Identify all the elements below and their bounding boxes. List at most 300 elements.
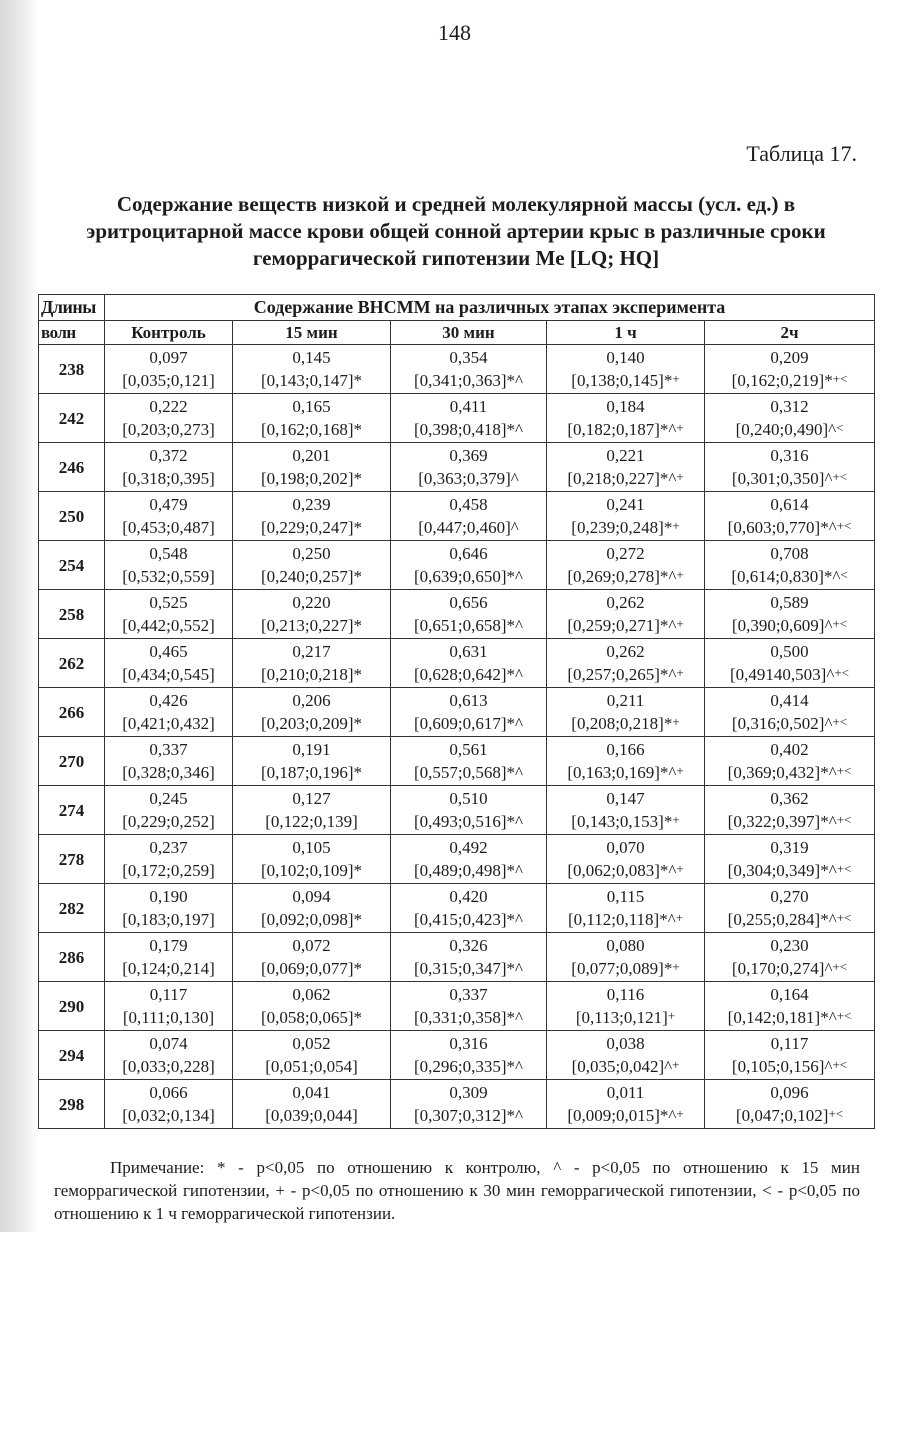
range-text: [0,341;0,363]*^ — [413, 371, 524, 390]
median-value: 0,708 — [770, 544, 809, 563]
median-value: 0,221 — [606, 446, 645, 465]
quartile-range — [547, 565, 704, 588]
data-cell — [105, 443, 233, 492]
range-text: [0,163;0,169]*^ — [567, 763, 677, 782]
median-value: 0,140 — [606, 348, 645, 367]
page-number: 148 — [438, 20, 471, 45]
data-cell — [233, 884, 391, 933]
data-cell — [547, 590, 705, 639]
quartile-range — [233, 712, 390, 735]
data-cell — [233, 590, 391, 639]
range-text: [0,009;0,015]*^ — [567, 1106, 677, 1125]
median-value: 0,369 — [449, 446, 488, 465]
data-cell — [705, 590, 875, 639]
median-value: 0,184 — [606, 397, 645, 416]
data-cell — [233, 541, 391, 590]
range-text: [0,229;0,252] — [122, 812, 215, 831]
quartile-range — [105, 565, 232, 588]
data-cell — [547, 639, 705, 688]
quartile-range — [547, 859, 704, 882]
range-text: [0,257;0,265]*^ — [567, 665, 677, 684]
wavelength-cell: 286 — [39, 933, 105, 982]
significance-mark: +< — [832, 371, 848, 386]
range-text: [0,208;0,218]* — [571, 714, 673, 733]
quartile-range — [391, 712, 546, 735]
data-cell — [105, 1031, 233, 1080]
quartile-range — [547, 663, 704, 686]
quartile-range — [391, 565, 546, 588]
quartile-range — [391, 663, 546, 686]
range-text: [0,069;0,077]* — [260, 959, 363, 978]
range-text: [0,182;0,187]*^ — [567, 420, 677, 439]
quartile-range — [233, 369, 390, 392]
quartile-range — [105, 1104, 232, 1127]
range-text: [0,183;0,197] — [122, 910, 215, 929]
median-value: 0,241 — [606, 495, 645, 514]
quartile-range — [705, 516, 874, 539]
median-value: 0,262 — [606, 642, 645, 661]
range-text: [0,316;0,502]^ — [731, 714, 833, 733]
range-text: [0,415;0,423]*^ — [413, 910, 524, 929]
data-cell — [547, 884, 705, 933]
quartile-range — [391, 1006, 546, 1029]
range-text: [0,124;0,214] — [122, 959, 215, 978]
wavelength-cell: 274 — [39, 786, 105, 835]
range-text: [0,369;0,432]*^ — [727, 763, 837, 782]
median-value: 0,066 — [149, 1083, 188, 1102]
range-text: [0,639;0,650]*^ — [413, 567, 524, 586]
median-value: 0,250 — [292, 544, 331, 563]
median-value: 0,105 — [292, 838, 331, 857]
data-cell — [233, 345, 391, 394]
data-cell — [233, 492, 391, 541]
data-cell — [105, 786, 233, 835]
significance-mark: + — [676, 420, 684, 435]
range-text: [0,047;0,102] — [735, 1106, 829, 1125]
quartile-range — [391, 810, 546, 833]
quartile-range — [391, 957, 546, 980]
significance-mark: +< — [832, 1057, 848, 1072]
range-text: [0,172;0,259] — [122, 861, 215, 880]
significance-mark: + — [667, 1008, 676, 1023]
range-text: [0,239;0,248]* — [571, 518, 673, 537]
range-text: [0,489;0,498]*^ — [413, 861, 524, 880]
quartile-range — [705, 467, 874, 490]
quartile-range — [547, 418, 704, 441]
median-value: 0,165 — [292, 397, 331, 416]
quartile-range — [105, 467, 232, 490]
data-cell — [391, 492, 547, 541]
data-cell — [391, 394, 547, 443]
range-text: [0,218;0,227]*^ — [567, 469, 677, 488]
range-text: [0,143;0,147]* — [260, 371, 363, 390]
data-cell — [391, 443, 547, 492]
range-text: [0,331;0,358]*^ — [413, 1008, 524, 1027]
median-value: 0,372 — [149, 446, 188, 465]
quartile-range — [391, 614, 546, 637]
data-cell — [391, 884, 547, 933]
median-value: 0,561 — [449, 740, 488, 759]
median-value: 0,220 — [292, 593, 331, 612]
wavelength-cell: 258 — [39, 590, 105, 639]
data-cell — [705, 394, 875, 443]
median-value: 0,127 — [292, 789, 331, 808]
range-text: [0,442;0,552] — [122, 616, 215, 635]
range-text: [0,170;0,274]^ — [731, 959, 833, 978]
quartile-range — [705, 957, 874, 980]
range-text: [0,203;0,209]* — [260, 714, 363, 733]
median-value: 0,337 — [149, 740, 188, 759]
range-text: [0,032;0,134] — [122, 1106, 215, 1125]
data-cell — [705, 786, 875, 835]
quartile-range — [233, 1006, 390, 1029]
median-value: 0,179 — [149, 936, 188, 955]
range-text: [0,532;0,559] — [122, 567, 215, 586]
median-value: 0,164 — [770, 985, 809, 1004]
range-text: [0,255;0,284]*^ — [727, 910, 837, 929]
table-row — [39, 982, 875, 1031]
data-cell — [547, 737, 705, 786]
table-row — [39, 737, 875, 786]
quartile-range — [547, 957, 704, 980]
data-cell — [233, 1031, 391, 1080]
data-cell — [233, 982, 391, 1031]
median-value: 0,041 — [292, 1083, 331, 1102]
table-row — [39, 933, 875, 982]
quartile-range — [233, 1055, 390, 1078]
range-text: [0,122;0,139] — [265, 812, 358, 831]
significance-mark: +< — [832, 959, 848, 974]
range-text: [0,213;0,227]* — [260, 616, 363, 635]
column-header: Контроль — [105, 321, 233, 345]
range-text: [0,162;0,219]* — [731, 371, 833, 390]
quartile-range — [705, 1006, 874, 1029]
quartile-range — [105, 957, 232, 980]
data-cell — [547, 982, 705, 1031]
quartile-range — [233, 1104, 390, 1127]
table-label: Таблица 17. — [746, 141, 857, 166]
data-cell — [233, 1080, 391, 1129]
wavelength-cell: 290 — [39, 982, 105, 1031]
quartile-range — [105, 1055, 232, 1078]
data-cell — [547, 933, 705, 982]
table-row — [39, 884, 875, 933]
median-value: 0,326 — [449, 936, 488, 955]
range-text: [0,102;0,109]* — [260, 861, 363, 880]
median-value: 0,613 — [449, 691, 488, 710]
data-cell — [547, 492, 705, 541]
significance-mark: + — [672, 371, 680, 386]
quartile-range — [105, 859, 232, 882]
median-value: 0,270 — [770, 887, 809, 906]
data-cell — [705, 688, 875, 737]
wavelength-cell: 270 — [39, 737, 105, 786]
range-text: [0,051;0,054] — [265, 1057, 358, 1076]
data-cell — [105, 345, 233, 394]
data-cell — [391, 345, 547, 394]
range-text: [0,035;0,042]^ — [571, 1057, 673, 1076]
quartile-range — [705, 418, 874, 441]
range-text: [0,187;0,196]* — [260, 763, 363, 782]
table-caption: Содержание веществ низкой и средней молекулярной массы (усл. ед.) в эритроцитарной массе крови общей сонной артерии крыс в различные сроки геморрагической гипотензии Me [LQ; HQ] — [86, 192, 826, 270]
median-value: 0,147 — [606, 789, 645, 808]
data-cell — [705, 1080, 875, 1129]
quartile-range — [705, 908, 874, 931]
data-cell — [391, 541, 547, 590]
quartile-range — [391, 908, 546, 931]
data-cell — [233, 786, 391, 835]
quartile-range — [105, 1006, 232, 1029]
range-text: [0,111;0,130] — [122, 1008, 215, 1027]
median-value: 0,458 — [449, 495, 488, 514]
data-cell — [233, 639, 391, 688]
quartile-range — [233, 908, 390, 931]
median-value: 0,072 — [292, 936, 331, 955]
quartile-range — [705, 369, 874, 392]
significance-mark: + — [676, 1106, 684, 1121]
significance-mark: + — [676, 763, 684, 778]
column-header: 2ч — [705, 321, 875, 345]
median-value: 0,646 — [449, 544, 488, 563]
median-value: 0,230 — [770, 936, 809, 955]
quartile-range — [105, 712, 232, 735]
data-cell — [547, 443, 705, 492]
quartile-range — [547, 1104, 704, 1127]
quartile-range — [391, 859, 546, 882]
range-text: [0,039;0,044] — [265, 1106, 358, 1125]
data-cell — [105, 982, 233, 1031]
data-cell — [105, 688, 233, 737]
median-value: 0,589 — [770, 593, 809, 612]
range-text: [0,453;0,487] — [122, 518, 215, 537]
data-cell — [391, 639, 547, 688]
range-text: [0,203;0,273] — [122, 420, 215, 439]
range-text: [0,447;0,460]^ — [418, 518, 519, 537]
significance-mark: +< — [834, 665, 849, 680]
significance-mark: + — [672, 959, 680, 974]
quartile-range — [105, 663, 232, 686]
data-cell — [391, 982, 547, 1031]
range-text: [0,614;0,830]*^ — [731, 567, 841, 586]
median-value: 0,411 — [449, 397, 488, 416]
median-value: 0,206 — [292, 691, 331, 710]
range-text: [0,033;0,228] — [122, 1057, 215, 1076]
note-text: Примечание: * - p<0,05 по отношению к контролю, ^ - p<0,05 по отношению к 15 мин геморрагической гипотензии, + - p<0,05 по отношению к 30 мин геморрагической гипотензии, < - p<0,05 по отношению к 1 ч геморрагической гипотензии. — [54, 1158, 860, 1223]
range-text: [0,307;0,312]*^ — [413, 1106, 524, 1125]
quartile-range — [547, 1006, 704, 1029]
median-value: 0,548 — [149, 544, 188, 563]
wavelength-cell: 266 — [39, 688, 105, 737]
range-text: [0,421;0,432] — [122, 714, 215, 733]
quartile-range — [547, 467, 704, 490]
range-text: [0,328;0,346] — [122, 763, 215, 782]
quartile-range — [547, 908, 704, 931]
data-cell — [233, 933, 391, 982]
median-value: 0,115 — [606, 887, 645, 906]
median-value: 0,316 — [770, 446, 809, 465]
significance-mark: +< — [836, 812, 852, 827]
data-cell — [233, 737, 391, 786]
scan-edge-shadow — [0, 0, 38, 1232]
range-text: [0,49140,503]^ — [730, 665, 835, 684]
quartile-range — [233, 418, 390, 441]
data-table — [38, 294, 875, 1129]
significance-mark: +< — [828, 1106, 844, 1121]
data-cell — [705, 443, 875, 492]
range-text: [0,210;0,218]* — [260, 665, 363, 684]
median-value: 0,062 — [292, 985, 331, 1004]
table-row — [39, 590, 875, 639]
table-row — [39, 1031, 875, 1080]
quartile-range — [547, 712, 704, 735]
table-row — [39, 786, 875, 835]
median-value: 0,245 — [149, 789, 188, 808]
quartile-range — [233, 810, 390, 833]
data-cell — [391, 786, 547, 835]
group-header: Содержание ВНСММ на различных этапах эксперимента — [105, 295, 875, 321]
range-text: [0,092;0,098]* — [260, 910, 363, 929]
quartile-range — [391, 516, 546, 539]
data-cell — [547, 541, 705, 590]
table-row — [39, 492, 875, 541]
data-cell — [547, 1031, 705, 1080]
median-value: 0,426 — [149, 691, 188, 710]
median-value: 0,190 — [149, 887, 188, 906]
range-text: [0,493;0,516]*^ — [413, 812, 524, 831]
quartile-range — [233, 957, 390, 980]
range-text: [0,304;0,349]*^ — [727, 861, 837, 880]
data-cell — [391, 737, 547, 786]
quartile-range — [391, 761, 546, 784]
significance-mark: +< — [836, 861, 852, 876]
data-cell — [705, 933, 875, 982]
quartile-range — [105, 516, 232, 539]
range-text: [0,651;0,658]*^ — [413, 616, 524, 635]
significance-mark: + — [676, 665, 684, 680]
data-cell — [705, 639, 875, 688]
range-text: [0,105;0,156]^ — [731, 1057, 833, 1076]
quartile-range — [547, 614, 704, 637]
wave-header-line2: волн — [39, 321, 105, 345]
data-cell — [391, 688, 547, 737]
quartile-range — [233, 663, 390, 686]
quartile-range — [705, 663, 874, 686]
wavelength-cell: 282 — [39, 884, 105, 933]
median-value: 0,614 — [770, 495, 809, 514]
range-text: [0,113;0,121] — [575, 1008, 668, 1027]
data-cell — [547, 688, 705, 737]
table-row — [39, 835, 875, 884]
wavelength-cell: 246 — [39, 443, 105, 492]
data-cell — [705, 884, 875, 933]
median-value: 0,117 — [770, 1034, 809, 1053]
wavelength-cell: 262 — [39, 639, 105, 688]
median-value: 0,074 — [149, 1034, 188, 1053]
median-value: 0,052 — [292, 1034, 331, 1053]
range-text: [0,301;0,350]^ — [731, 469, 833, 488]
quartile-range — [105, 761, 232, 784]
median-value: 0,656 — [449, 593, 488, 612]
range-text: [0,229;0,247]* — [260, 518, 363, 537]
quartile-range — [705, 859, 874, 882]
wave-header-line1: Длины — [39, 295, 105, 321]
quartile-range — [547, 516, 704, 539]
table-row — [39, 443, 875, 492]
quartile-range — [233, 565, 390, 588]
range-text: [0,390;0,609]^ — [731, 616, 833, 635]
data-cell — [233, 688, 391, 737]
quartile-range — [233, 614, 390, 637]
median-value: 0,217 — [292, 642, 331, 661]
quartile-range — [391, 418, 546, 441]
significance-mark: +< — [836, 910, 852, 925]
range-text: [0,138;0,145]* — [571, 371, 673, 390]
range-text: [0,240;0,490]^ — [735, 420, 837, 439]
data-cell — [391, 590, 547, 639]
quartile-range — [105, 614, 232, 637]
quartile-range — [705, 1055, 874, 1078]
significance-mark: + — [676, 861, 684, 876]
significance-mark: + — [676, 469, 684, 484]
wavelength-cell: 294 — [39, 1031, 105, 1080]
significance-mark: + — [672, 518, 680, 533]
range-text: [0,363;0,379]^ — [418, 469, 519, 488]
wavelength-cell: 238 — [39, 345, 105, 394]
range-text: [0,198;0,202]* — [260, 469, 363, 488]
data-cell — [705, 737, 875, 786]
median-value: 0,272 — [606, 544, 645, 563]
median-value: 0,354 — [449, 348, 488, 367]
data-cell — [547, 394, 705, 443]
significance-mark: +< — [836, 763, 852, 778]
data-cell — [705, 492, 875, 541]
median-value: 0,237 — [149, 838, 188, 857]
range-text: [0,434;0,545] — [122, 665, 215, 684]
table-row — [39, 639, 875, 688]
median-value: 0,222 — [149, 397, 188, 416]
column-header: 30 мин — [391, 321, 547, 345]
table-row — [39, 541, 875, 590]
significance-mark: +< — [832, 469, 848, 484]
median-value: 0,479 — [149, 495, 188, 514]
range-text: [0,557;0,568]*^ — [413, 763, 524, 782]
quartile-range — [705, 1104, 874, 1127]
median-value: 0,420 — [449, 887, 488, 906]
quartile-range — [547, 369, 704, 392]
data-cell — [105, 590, 233, 639]
data-cell — [105, 639, 233, 688]
quartile-range — [705, 614, 874, 637]
significance-mark: + — [672, 714, 680, 729]
data-cell — [547, 345, 705, 394]
significance-mark: + — [676, 567, 684, 582]
data-cell — [547, 1080, 705, 1129]
significance-mark: +< — [832, 616, 848, 631]
median-value: 0,510 — [449, 789, 488, 808]
table-body — [39, 345, 875, 1129]
data-cell — [705, 835, 875, 884]
median-value: 0,525 — [149, 593, 188, 612]
column-header: 1 ч — [547, 321, 705, 345]
data-cell — [105, 737, 233, 786]
median-value: 0,312 — [770, 397, 809, 416]
range-text: [0,322;0,397]*^ — [727, 812, 837, 831]
quartile-range — [233, 859, 390, 882]
table-row — [39, 345, 875, 394]
median-value: 0,465 — [149, 642, 188, 661]
median-value: 0,316 — [449, 1034, 488, 1053]
range-text: [0,077;0,089]* — [571, 959, 673, 978]
